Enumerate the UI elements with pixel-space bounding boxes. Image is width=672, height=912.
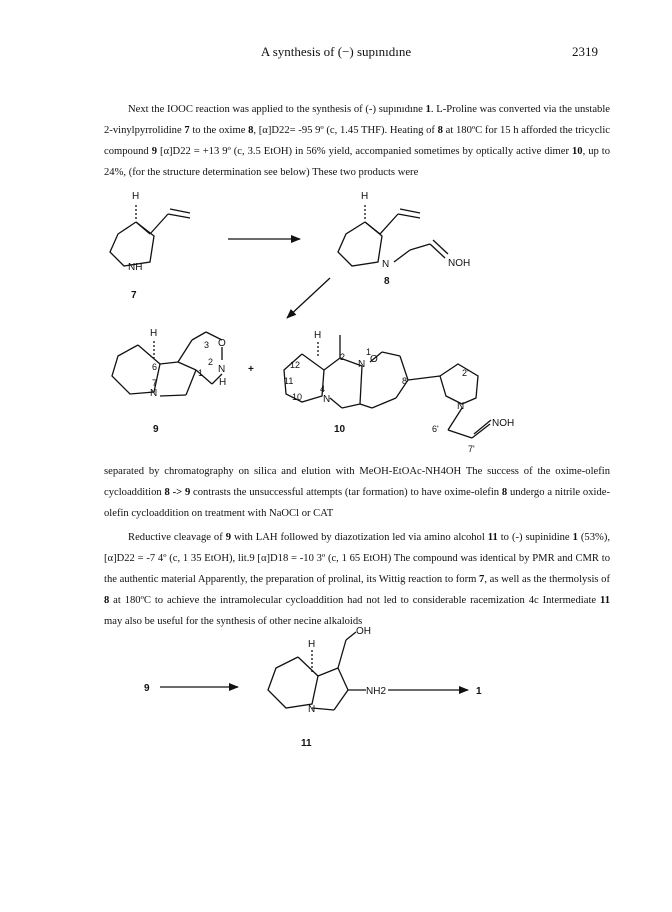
paragraph-3: Reductive cleavage of 9 with LAH followed by diazotization led via amino alcohol 11 to (-) supinidine 1 (53%), [α]D22 = -7 4º (c, 1 35 EtOH), lit.9 [α]D18 = -10 3º (c, 1 65 EtOH) The compound was identical by PMR and CMR to the authentic material Apparently, the preparation of prolinal, its Wittig reaction to form 7, as well as the thermolysis of 8 at 180ºC to achieve the intramolecular cycloaddition had not led to considerable racemization 4c Intermediate 11 may also be useful for the synthesis of other necine alkaloids (104, 532, 610, 627)
c11-h: H (308, 639, 316, 650)
c11-n: N (308, 704, 316, 715)
c9-num-3: 3 (204, 340, 210, 350)
c9-n: N (218, 364, 226, 375)
c10-h: H (314, 330, 322, 341)
c8-h: H (361, 191, 369, 202)
paragraph-2: separated by chromatography on silica and elution with MeOH-EtOAc-NH4OH The success of the oxime-olefin cycloaddition 8 -> 9 contrasts the unsuccessful attempts (tar formation) to have oxime-olefin 8 undergo a nitrile oxide-olefin cycloaddition on treatment with NaOCl or CAT (104, 466, 610, 519)
c9-h: H (150, 328, 158, 339)
c10-o: O (370, 354, 378, 365)
plus-sign: + (248, 364, 254, 375)
c10-num-4: 4 (320, 384, 326, 394)
scheme2-start-9: 9 (144, 683, 150, 694)
c9-nh-h: H (219, 377, 227, 388)
compound-11-structure (268, 632, 366, 710)
c10-ring-n: N (457, 401, 465, 412)
c11-oh: OH (356, 626, 371, 637)
compound-10-label: 10 (334, 424, 346, 435)
c9-num-2: 2 (208, 357, 214, 367)
c9-num-1: 1 (198, 368, 204, 378)
c10-num-2p: 2' (462, 368, 469, 378)
compound-10-structure (284, 335, 491, 438)
c9-o: O (218, 338, 226, 349)
c10-num-6p: 6' (432, 424, 439, 434)
c8-n: N (382, 259, 390, 270)
c10-n4: N (323, 394, 331, 405)
running-title: A synthesis of (−) supınıdıne (260, 44, 412, 59)
compound-7-label: 7 (131, 290, 137, 301)
c8-noh: NOH (448, 258, 471, 269)
compound-8-label: 8 (384, 276, 390, 287)
c10-noh: NOH (492, 418, 515, 429)
c11-nh2: NH2 (366, 686, 387, 697)
c10-n1: N (358, 359, 366, 370)
c10-num-11: 11 (284, 376, 294, 386)
c9-num-7: 7 (152, 378, 158, 388)
paragraph-1: Next the IOOC reaction was applied to the synthesis of (-) supınıdıne 1. L-Proline was converted via the unstable 2-vinylpyrrolidine 7 to the oxime 8, [α]D22= -95 9º (c, 1.45 THF). Heating of 8 at 180ºC for 15 h afforded the tricyclic compound 9 [α]D22 = +13 9º (c, 3.5 EtOH) in 56% yield, accompanied sometimes by optically active dimer 10, up to 24%, (for the structure determination see below) These two products were (104, 104, 610, 178)
c10-num-2: 2 (340, 352, 346, 362)
c7-nh: NH (128, 262, 143, 273)
c9-num-6: 6 (152, 362, 158, 372)
compound-9-label: 9 (153, 424, 159, 435)
page-number: 2319 (572, 44, 598, 59)
c10-num-12: 12 (290, 360, 301, 370)
c10-num-8: 8 (402, 376, 408, 386)
c7-h: H (132, 191, 140, 202)
c10-num-1: 1 (366, 347, 372, 357)
c10-num-7p: 7' (468, 444, 475, 454)
compound-7-structure (110, 205, 190, 266)
compound-8-structure (338, 205, 448, 266)
c9-ring-n: N (150, 388, 158, 399)
arrow-8-to-9 (287, 278, 330, 318)
scheme2-product-1: 1 (476, 686, 482, 697)
c10-num-10: 10 (292, 392, 303, 402)
compound-11-label: 11 (301, 738, 312, 749)
